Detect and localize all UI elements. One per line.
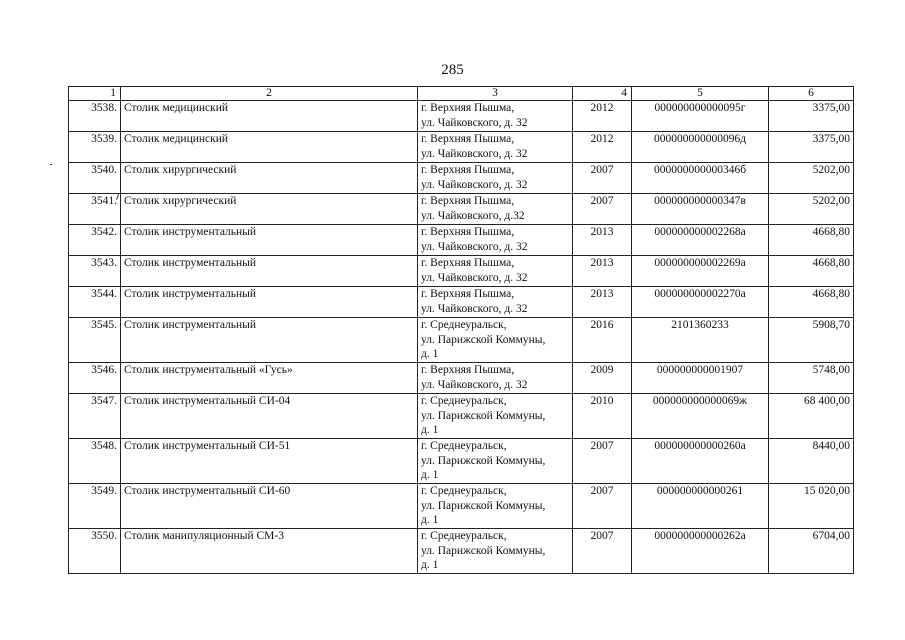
inventory-number: 000000000000347в bbox=[632, 194, 769, 225]
header-col-2: 2 bbox=[121, 87, 418, 101]
table-row bbox=[69, 194, 854, 225]
item-year: 2010 bbox=[573, 394, 632, 439]
item-address: г. Среднеуральск, ул. Парижской Коммуны, д. 1 bbox=[418, 394, 573, 439]
row-number: 3540. bbox=[69, 163, 121, 194]
item-address: г. Верхняя Пышма, ул. Чайковского, д. 32 bbox=[418, 363, 573, 394]
item-cost: 68 400,00 bbox=[769, 394, 854, 439]
table-header bbox=[69, 87, 854, 101]
table-row bbox=[69, 225, 854, 256]
item-name: Столик инструментальный bbox=[121, 225, 418, 256]
item-year: 2009 bbox=[573, 363, 632, 394]
item-cost: 15 020,00 bbox=[769, 484, 854, 529]
property-registry-table bbox=[68, 86, 854, 574]
item-name: Столик медицинский bbox=[121, 132, 418, 163]
inventory-number: 000000000000069ж bbox=[632, 394, 769, 439]
item-year: 2012 bbox=[573, 101, 632, 132]
row-number: 3550. bbox=[69, 529, 121, 574]
item-cost: 4668,80 bbox=[769, 287, 854, 318]
item-cost: 5202,00 bbox=[769, 163, 854, 194]
table-row bbox=[69, 163, 854, 194]
item-name: Столик инструментальный «Гусь» bbox=[121, 363, 418, 394]
item-address: г. Верхняя Пышма, ул. Чайковского, д. 32 bbox=[418, 225, 573, 256]
scan-speck bbox=[50, 164, 52, 165]
table-body bbox=[69, 101, 854, 574]
item-address: г. Верхняя Пышма, ул. Чайковского, д. 32 bbox=[418, 101, 573, 132]
row-number: 3546. bbox=[69, 363, 121, 394]
item-year: 2007 bbox=[573, 484, 632, 529]
item-cost: 4668,80 bbox=[769, 225, 854, 256]
item-cost: 5748,00 bbox=[769, 363, 854, 394]
item-name: Столик медицинский bbox=[121, 101, 418, 132]
header-col-1: 1 bbox=[69, 87, 121, 101]
item-year: 2013 bbox=[573, 225, 632, 256]
item-year: 2016 bbox=[573, 318, 632, 363]
inventory-number: 000000000000260а bbox=[632, 439, 769, 484]
item-year: 2013 bbox=[573, 256, 632, 287]
item-cost: 8440,00 bbox=[769, 439, 854, 484]
item-name: Столик манипуляционный СМ-3 bbox=[121, 529, 418, 574]
table-row bbox=[69, 363, 854, 394]
table-row bbox=[69, 101, 854, 132]
item-address: г. Среднеуральск, ул. Парижской Коммуны, д. 1 bbox=[418, 484, 573, 529]
row-number: 3545. bbox=[69, 318, 121, 363]
item-name: Столик инструментальный СИ-60 bbox=[121, 484, 418, 529]
item-name: Столик инструментальный СИ-51 bbox=[121, 439, 418, 484]
row-number: 3544. bbox=[69, 287, 121, 318]
table-row bbox=[69, 484, 854, 529]
header-col-6: 6 bbox=[769, 87, 854, 101]
item-name: Столик инструментальный bbox=[121, 318, 418, 363]
table-row bbox=[69, 256, 854, 287]
item-address: г. Верхняя Пышма, ул. Чайковского, д.32 bbox=[418, 194, 573, 225]
item-name: Столик инструментальный СИ-04 bbox=[121, 394, 418, 439]
item-cost: 3375,00 bbox=[769, 132, 854, 163]
header-col-4: 4 bbox=[573, 87, 632, 101]
table-row bbox=[69, 318, 854, 363]
row-number: 3538. bbox=[69, 101, 121, 132]
item-address: г. Среднеуральск, ул. Парижской Коммуны, д. 1 bbox=[418, 439, 573, 484]
row-number: 3541. bbox=[69, 194, 121, 225]
table-row bbox=[69, 439, 854, 484]
item-year: 2007 bbox=[573, 529, 632, 574]
row-number: 3543. bbox=[69, 256, 121, 287]
item-address: г. Верхняя Пышма, ул. Чайковского, д. 32 bbox=[418, 287, 573, 318]
item-name: Столик хирургический bbox=[121, 163, 418, 194]
header-col-3: 3 bbox=[418, 87, 573, 101]
inventory-number: 2101360233 bbox=[632, 318, 769, 363]
item-name: Столик хирургический bbox=[121, 194, 418, 225]
inventory-number: 000000000000262а bbox=[632, 529, 769, 574]
item-year: 2007 bbox=[573, 194, 632, 225]
inventory-number: 000000000002268а bbox=[632, 225, 769, 256]
item-cost: 3375,00 bbox=[769, 101, 854, 132]
header-col-5: 5 bbox=[632, 87, 769, 101]
row-number: 3542. bbox=[69, 225, 121, 256]
row-number: 3539. bbox=[69, 132, 121, 163]
inventory-number: 000000000000261 bbox=[632, 484, 769, 529]
table-row bbox=[69, 529, 854, 574]
header-row bbox=[69, 87, 854, 101]
item-year: 2007 bbox=[573, 163, 632, 194]
item-cost: 4668,80 bbox=[769, 256, 854, 287]
item-name: Столик инструментальный bbox=[121, 287, 418, 318]
row-number: 3548. bbox=[69, 439, 121, 484]
inventory-number: 000000000000096д bbox=[632, 132, 769, 163]
inventory-number: 000000000000095г bbox=[632, 101, 769, 132]
inventory-number: 000000000000346б bbox=[632, 163, 769, 194]
item-name: Столик инструментальный bbox=[121, 256, 418, 287]
inventory-number: 000000000002269а bbox=[632, 256, 769, 287]
item-address: г. Верхняя Пышма, ул. Чайковского, д. 32 bbox=[418, 256, 573, 287]
item-address: г. Среднеуральск, ул. Парижской Коммуны, д. 1 bbox=[418, 529, 573, 574]
page-number: 285 bbox=[441, 62, 464, 78]
item-address: г. Верхняя Пышма, ул. Чайковского, д. 32 bbox=[418, 163, 573, 194]
inventory-number: 000000000002270а bbox=[632, 287, 769, 318]
item-year: 2007 bbox=[573, 439, 632, 484]
item-address: г. Верхняя Пышма, ул. Чайковского, д. 32 bbox=[418, 132, 573, 163]
table-row bbox=[69, 287, 854, 318]
item-cost: 5202,00 bbox=[769, 194, 854, 225]
table-row bbox=[69, 132, 854, 163]
item-cost: 5908,70 bbox=[769, 318, 854, 363]
table-row bbox=[69, 394, 854, 439]
item-year: 2013 bbox=[573, 287, 632, 318]
item-address: г. Среднеуральск, ул. Парижской Коммуны, д. 1 bbox=[418, 318, 573, 363]
item-cost: 6704,00 bbox=[769, 529, 854, 574]
row-number: 3549. bbox=[69, 484, 121, 529]
item-year: 2012 bbox=[573, 132, 632, 163]
inventory-number: 000000000001907 bbox=[632, 363, 769, 394]
row-number: 3547. bbox=[69, 394, 121, 439]
